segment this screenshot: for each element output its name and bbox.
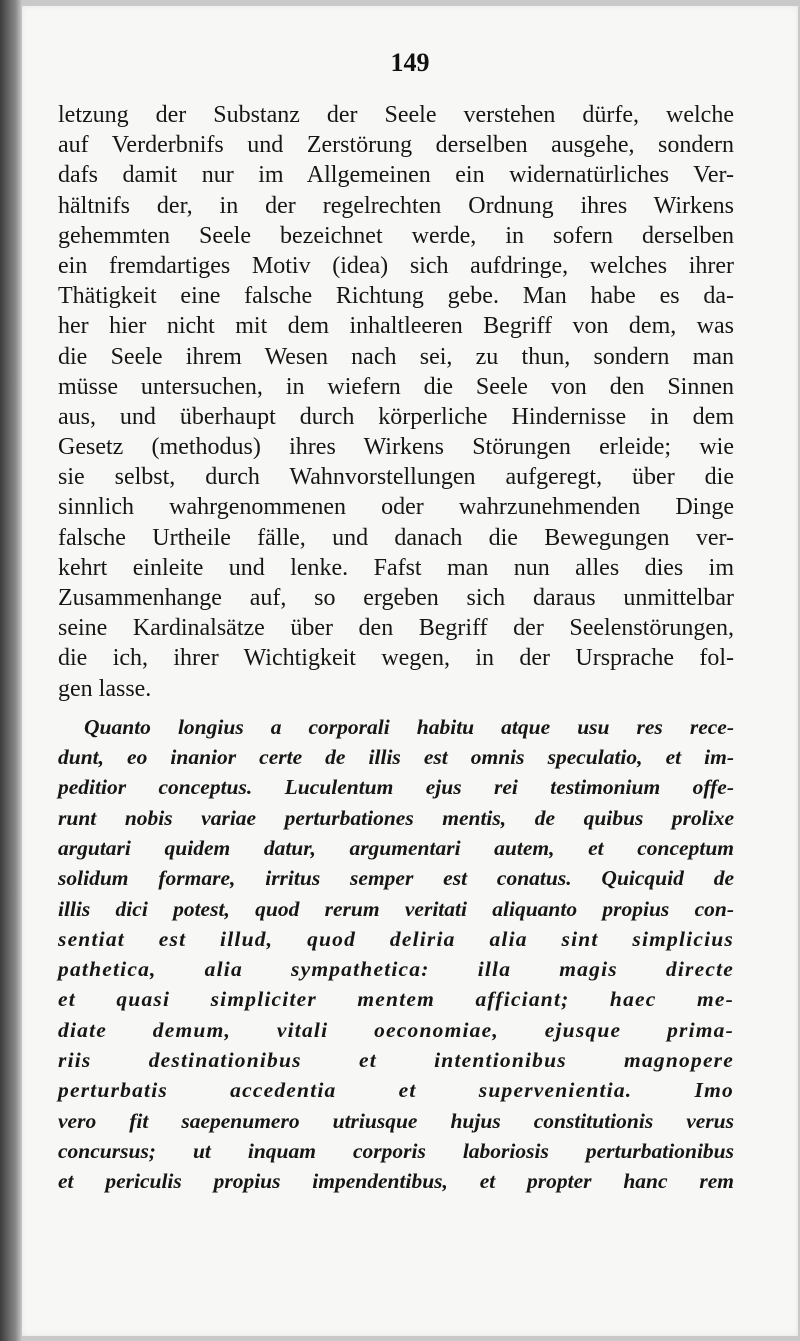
text-line: müsse untersuchen, in wiefern die Seele von den Sinnen	[58, 373, 734, 400]
latin-quote-line: peditior conceptus. Luculentum ejus rei testimonium offe-	[58, 775, 734, 800]
text-line: auf Verderbnifs und Zerstörung derselben ausgehe, sondern	[58, 132, 734, 159]
text-line: ein fremdartiges Motiv (idea) sich aufdringe, welches ihrer	[58, 252, 734, 279]
latin-quote-line: illis dici potest, quod rerum veritati aliquanto propius con-	[58, 896, 734, 921]
paragraph-gap	[58, 704, 734, 712]
text-line: seine Kardinalsätze über den Begriff der Seelenstörungen,	[58, 615, 734, 642]
text-line: Gesetz (methodus) ihres Wirkens Störungen erleide; wie	[58, 434, 734, 461]
latin-quote-line: solidum formare, irritus semper est conatus. Quicquid de	[58, 866, 734, 891]
latin-quote-line: pathetica, alia sympathetica: illa magis directe	[58, 957, 734, 982]
text-line: letzung der Substanz der Seele verstehen dürfe, welche	[58, 102, 734, 128]
text-line: die ich, ihrer Wichtigkeit wegen, in der Ursprache fol-	[58, 645, 734, 672]
text-line: dafs damit nur im Allgemeinen ein widernatürliches Ver-	[58, 162, 734, 189]
text-line: hältnifs der, in der regelrechten Ordnung ihres Wirkens	[58, 192, 734, 219]
text-line: sinnlich wahrgenommenen oder wahrzunehmenden Dinge	[58, 494, 734, 521]
text-line: sie selbst, durch Wahnvorstellungen aufgeregt, über die	[58, 464, 734, 491]
latin-quote-line: et quasi simpliciter mentem afficiant; haec me-	[58, 987, 734, 1012]
book-page	[22, 6, 798, 1336]
body-text	[58, 100, 734, 1197]
latin-quote-line: dunt, eo inanior certe de illis est omnis speculatio, et im-	[58, 745, 734, 770]
latin-quote-line: vero fit saepenumero utriusque hujus constitutionis verus	[58, 1108, 734, 1133]
text-line: gehemmten Seele bezeichnet werde, in sofern derselben	[58, 222, 734, 249]
text-line: Zusammenhange auf, so ergeben sich daraus unmittelbar	[58, 585, 734, 611]
latin-quote-line: sentiat est illud, quod deliria alia sint simplicius	[58, 926, 734, 951]
latin-quote-line: concursus; ut inquam corporis laboriosis perturbationibus	[58, 1138, 734, 1163]
text-line: falsche Urtheile fälle, und danach die Bewegungen ver-	[58, 524, 734, 551]
latin-quote-line: runt nobis variae perturbationes mentis, de quibus prolixe	[58, 805, 734, 830]
book-binding-edge	[0, 0, 22, 1341]
text-line: Thätigkeit eine falsche Richtung gebe. Man habe es da-	[58, 283, 734, 310]
page-number: 149	[390, 48, 430, 77]
text-line: kehrt einleite und lenke. Fafst man nun alles dies im	[58, 554, 734, 581]
latin-quote-line: et periculis propius impendentibus, et propter hanc rem	[58, 1169, 734, 1194]
latin-quote-line: riis destinationibus et intentionibus magnopere	[58, 1048, 734, 1073]
text-line: die Seele ihrem Wesen nach sei, zu thun, sondern man	[58, 343, 734, 370]
text-line: her hier nicht mit dem inhaltleeren Begriff von dem, was	[58, 313, 734, 340]
latin-quote-line: Quanto longius a corporali habitu atque usu res rece-	[84, 714, 734, 739]
text-line: gen lasse.	[58, 675, 152, 702]
latin-quote-line: diate demum, vitali oeconomiae, ejusque prima-	[58, 1017, 734, 1042]
text-line: aus, und überhaupt durch körperliche Hindernisse in dem	[58, 403, 734, 430]
latin-quote-line: perturbatis accedentia et supervenientia. Imo	[58, 1078, 734, 1103]
latin-quote-line: argutari quidem datur, argumentari autem, et conceptum	[58, 835, 734, 860]
